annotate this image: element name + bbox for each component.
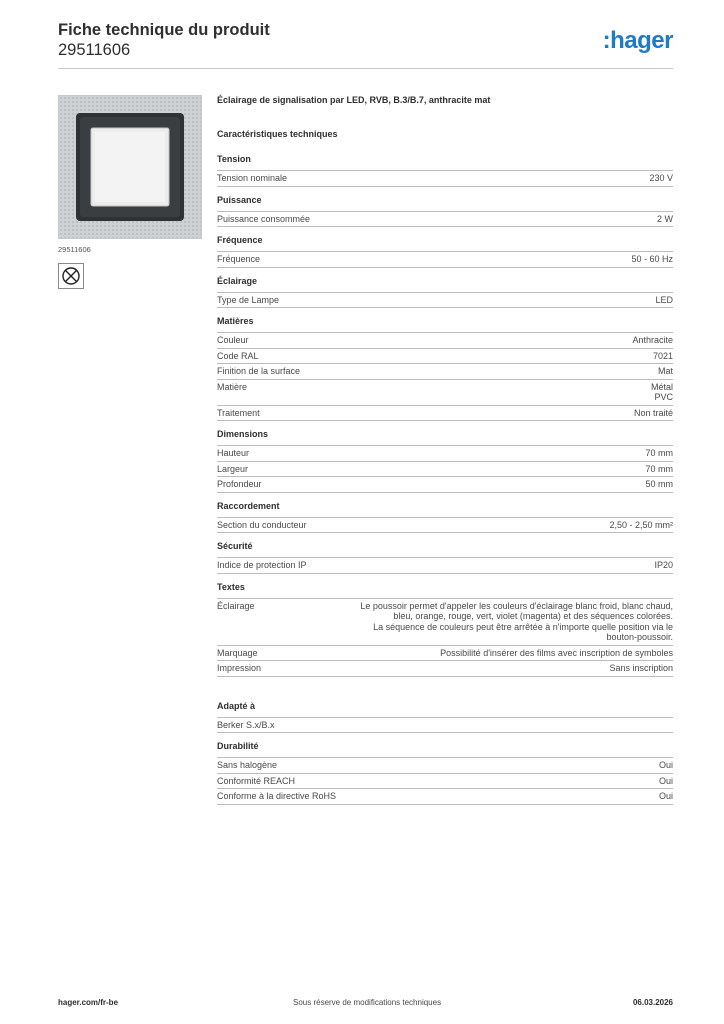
spec-value xyxy=(645,479,673,490)
spec-label: Impression xyxy=(217,663,262,673)
spec-value-line: Le poussoir permet d'appeler les couleurs d'éclairage blanc froid, blanc chaud, xyxy=(360,600,673,611)
spec-row xyxy=(217,661,673,677)
spec-value-line: 230 V xyxy=(649,173,673,183)
spec-group-title: Puissance xyxy=(217,195,673,212)
spec-label: Conforme à la directive RoHS xyxy=(217,791,337,801)
spec-value-line: 50 - 60 Hz xyxy=(631,254,673,264)
spec-value xyxy=(654,560,673,571)
spec-label: Matière xyxy=(217,381,248,392)
spec-label: Traitement xyxy=(217,407,260,418)
spec-row xyxy=(217,333,673,349)
spec-row xyxy=(217,558,673,574)
spec-value-line: IP20 xyxy=(654,560,673,570)
spec-value xyxy=(634,408,673,419)
spec-group-title: Matières xyxy=(217,316,673,333)
spec-row xyxy=(217,758,673,774)
spec-value xyxy=(659,760,673,771)
spec-value xyxy=(632,335,673,346)
spec-row xyxy=(217,462,673,478)
spec-value xyxy=(609,663,673,674)
spec-label: Puissance consommée xyxy=(217,213,311,224)
spec-value-line: Oui xyxy=(658,760,673,770)
spec-value-line: Métal xyxy=(650,381,673,392)
spec-value xyxy=(657,214,673,225)
spec-label: Éclairage xyxy=(217,600,255,611)
spec-label: Conformité REACH xyxy=(217,775,296,786)
spec-label: Fréquence xyxy=(217,254,261,264)
spec-label: Hauteur xyxy=(217,448,250,458)
spec-value-line: Possibilité d'insérer des films avec inscription de symboles xyxy=(440,647,673,658)
spec-row xyxy=(217,718,673,734)
spec-label: Finition de la surface xyxy=(217,366,301,376)
footer-date: 06.03.2026 xyxy=(632,998,673,1007)
spec-value-line: Sans inscription xyxy=(609,663,673,673)
spec-row xyxy=(217,171,673,187)
spec-label: Marquage xyxy=(217,647,258,658)
spec-label: Couleur xyxy=(217,335,249,345)
spec-group-title: Tension xyxy=(217,154,673,171)
footer-note: Sous réserve de modifications techniques xyxy=(293,998,442,1007)
spec-value xyxy=(653,351,673,362)
spec-row xyxy=(217,406,673,422)
spec-group-title: Durabilité xyxy=(217,741,673,758)
spec-value xyxy=(659,776,673,787)
spec-value xyxy=(609,520,673,531)
product-image xyxy=(58,95,202,239)
spec-value-line: La séquence de couleurs peut être arrêtée à n'importe quelle position via le xyxy=(373,621,673,632)
spec-value-line: 7021 xyxy=(652,350,673,361)
product-picture-icon xyxy=(59,96,201,238)
spec-row xyxy=(217,789,673,805)
spec-group-title: Sécurité xyxy=(217,541,673,558)
spec-value xyxy=(651,382,673,403)
spec-value-line: bleu, orange, rouge, vert, violet (magenta) et des séquences colorées. xyxy=(393,611,673,621)
spec-label: Code RAL xyxy=(217,350,259,361)
spec-value-line: 70 mm xyxy=(645,463,673,474)
spec-row xyxy=(217,646,673,662)
image-caption: 29511606 xyxy=(58,245,91,254)
spec-group-title: Fréquence xyxy=(217,235,673,252)
spec-row xyxy=(217,774,673,790)
spec-label: Berker S.x/B.x xyxy=(217,719,275,730)
spec-group-title: Dimensions xyxy=(217,429,673,446)
spec-value-line: Oui xyxy=(658,791,673,801)
spec-value xyxy=(649,173,673,184)
spec-label: Largeur xyxy=(217,463,249,474)
document-title: Fiche technique du produit xyxy=(58,21,270,39)
spec-group-title: Raccordement xyxy=(217,501,673,518)
specifications xyxy=(217,95,673,805)
spec-row xyxy=(217,518,673,534)
spec-value-line: Anthracite xyxy=(632,335,673,345)
spec-group-title: Adapté à xyxy=(217,701,673,718)
spec-value xyxy=(360,601,673,643)
spec-value xyxy=(655,295,673,306)
hager-logo: :hager xyxy=(602,27,673,54)
section-title: Caractéristiques techniques xyxy=(217,129,338,139)
spec-value xyxy=(645,448,673,459)
product-name: Éclairage de signalisation par LED, RVB, B.3/B.7, anthracite mat xyxy=(217,95,491,105)
spec-row xyxy=(217,364,673,380)
spec-value-line: Non traité xyxy=(633,407,673,418)
spec-value xyxy=(440,648,673,659)
spec-row xyxy=(217,380,673,406)
lamp-symbol-icon xyxy=(58,263,84,289)
spec-label: Indice de protection IP xyxy=(217,560,307,570)
spec-label: Profondeur xyxy=(217,479,262,489)
spec-value-line: Mat xyxy=(657,366,673,376)
product-code: 29511606 xyxy=(58,41,131,59)
spec-label: Tension nominale xyxy=(217,173,288,183)
spec-value-line: 2 W xyxy=(656,213,673,224)
header-divider xyxy=(58,68,673,69)
spec-label: Section du conducteur xyxy=(217,519,307,530)
spec-value xyxy=(645,464,673,475)
spec-value xyxy=(631,254,673,265)
spec-value-line: bouton-poussoir. xyxy=(606,632,673,642)
spec-value xyxy=(658,366,673,377)
spec-value-line: 2,50 - 2,50 mm² xyxy=(609,519,673,530)
spec-value-line: 70 mm xyxy=(645,448,673,458)
footer-website-link[interactable]: hager.com/fr-be xyxy=(58,998,119,1007)
spec-group-title: Éclairage xyxy=(217,276,673,293)
spec-row xyxy=(217,477,673,493)
spec-row xyxy=(217,293,673,309)
spec-value-line: LED xyxy=(655,294,673,305)
spec-row xyxy=(217,212,673,228)
spec-value-line: PVC xyxy=(654,392,673,402)
spec-label: Type de Lampe xyxy=(217,294,280,305)
spec-label: Sans halogène xyxy=(217,760,278,770)
spec-row xyxy=(217,599,673,646)
spec-value xyxy=(659,791,673,802)
spec-row xyxy=(217,349,673,365)
page-header xyxy=(58,20,673,68)
spec-groups xyxy=(217,154,673,805)
spec-value-line: Oui xyxy=(658,775,673,786)
spec-row xyxy=(217,252,673,268)
spec-row xyxy=(217,446,673,462)
spec-group-title: Textes xyxy=(217,582,673,599)
spec-value-line: 50 mm xyxy=(645,479,673,489)
